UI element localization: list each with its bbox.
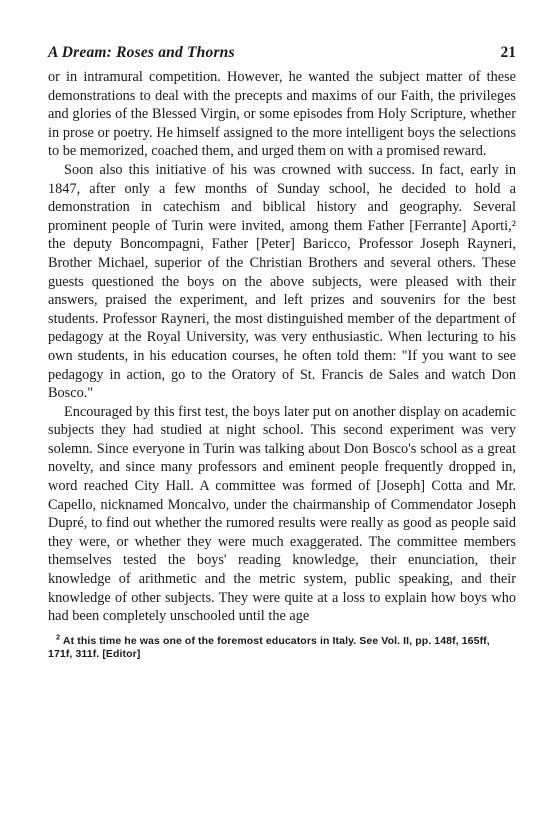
body-text <box>48 68 516 626</box>
paragraph-continued: or in intramural competition. However, he wanted the subject matter of these demonstrations to deal with the precepts and maxims of our Faith, the privileges and glories of the Blessed Virgin, or some episodes from Holy Scripture, whether in prose or poetry. He himself assigned to the more intelligent boys the selections to be memorized, coached them, and urged them on with a promised reward. <box>48 69 516 160</box>
running-head <box>48 44 516 62</box>
book-page <box>48 44 516 661</box>
paragraph-second-test: Encouraged by this first test, the boys later put on another display on academic subjects they had studied at night school. This second experiment was very solemn. Since everyone in Turin was talking about Don Bosco's school as a great novelty, and since many professors and eminent people frequently dropped in, word reached City Hall. A committee was formed of [Joseph] Cotta and Mr. Capello, nicknamed Moncalvo, under the chairmanship of Commendator Joseph Dupré, to find out whether the rumored results were really as good as people said they were, or whether they were much exaggerated. The committee members themselves tested the boys' reading knowledge, their enunciation, their knowledge of arithmetic and the metric system, public speaking, and their knowledge of other subjects. They were quite at a loss to explain how boys who had been completely unschooled until the age <box>48 403 516 625</box>
footnote <box>48 632 516 661</box>
paragraph-demonstration: Soon also this initiative of his was crowned with success. In fact, early in 1847, after only a few months of Sunday school, he decided to hold a demonstration in catechism and biblical history and geography. Several prominent people of Turin were invited, among them Father [Ferrante] Aporti,² the deputy Boncompagni, Father [Peter] Baricco, Professor Joseph Rayneri, Brother Michael, superior of the Christian Brothers and several others. These guests questioned the boys on the above subjects, were pleased with their answers, praised the experiment, and left prizes and souvenirs for the best students. Professor Rayneri, the most distinguished member of the department of pedagogy at the Royal University, was very enthusiastic. When lecturing to his own students, in his education courses, he often told them: "If you want to see pedagogy in action, go to the Oratory of St. Francis de Sales and watch Don Bosco." <box>48 161 516 402</box>
running-title: A Dream: Roses and Thorns <box>48 44 235 61</box>
page-number: 21 <box>500 44 516 61</box>
footnote-text: At this time he was one of the foremost educators in Italy. See Vol. II, pp. 148f, 165ff, 171f, 311f. [Editor] <box>48 634 490 660</box>
footnote-marker: 2 <box>56 632 61 642</box>
